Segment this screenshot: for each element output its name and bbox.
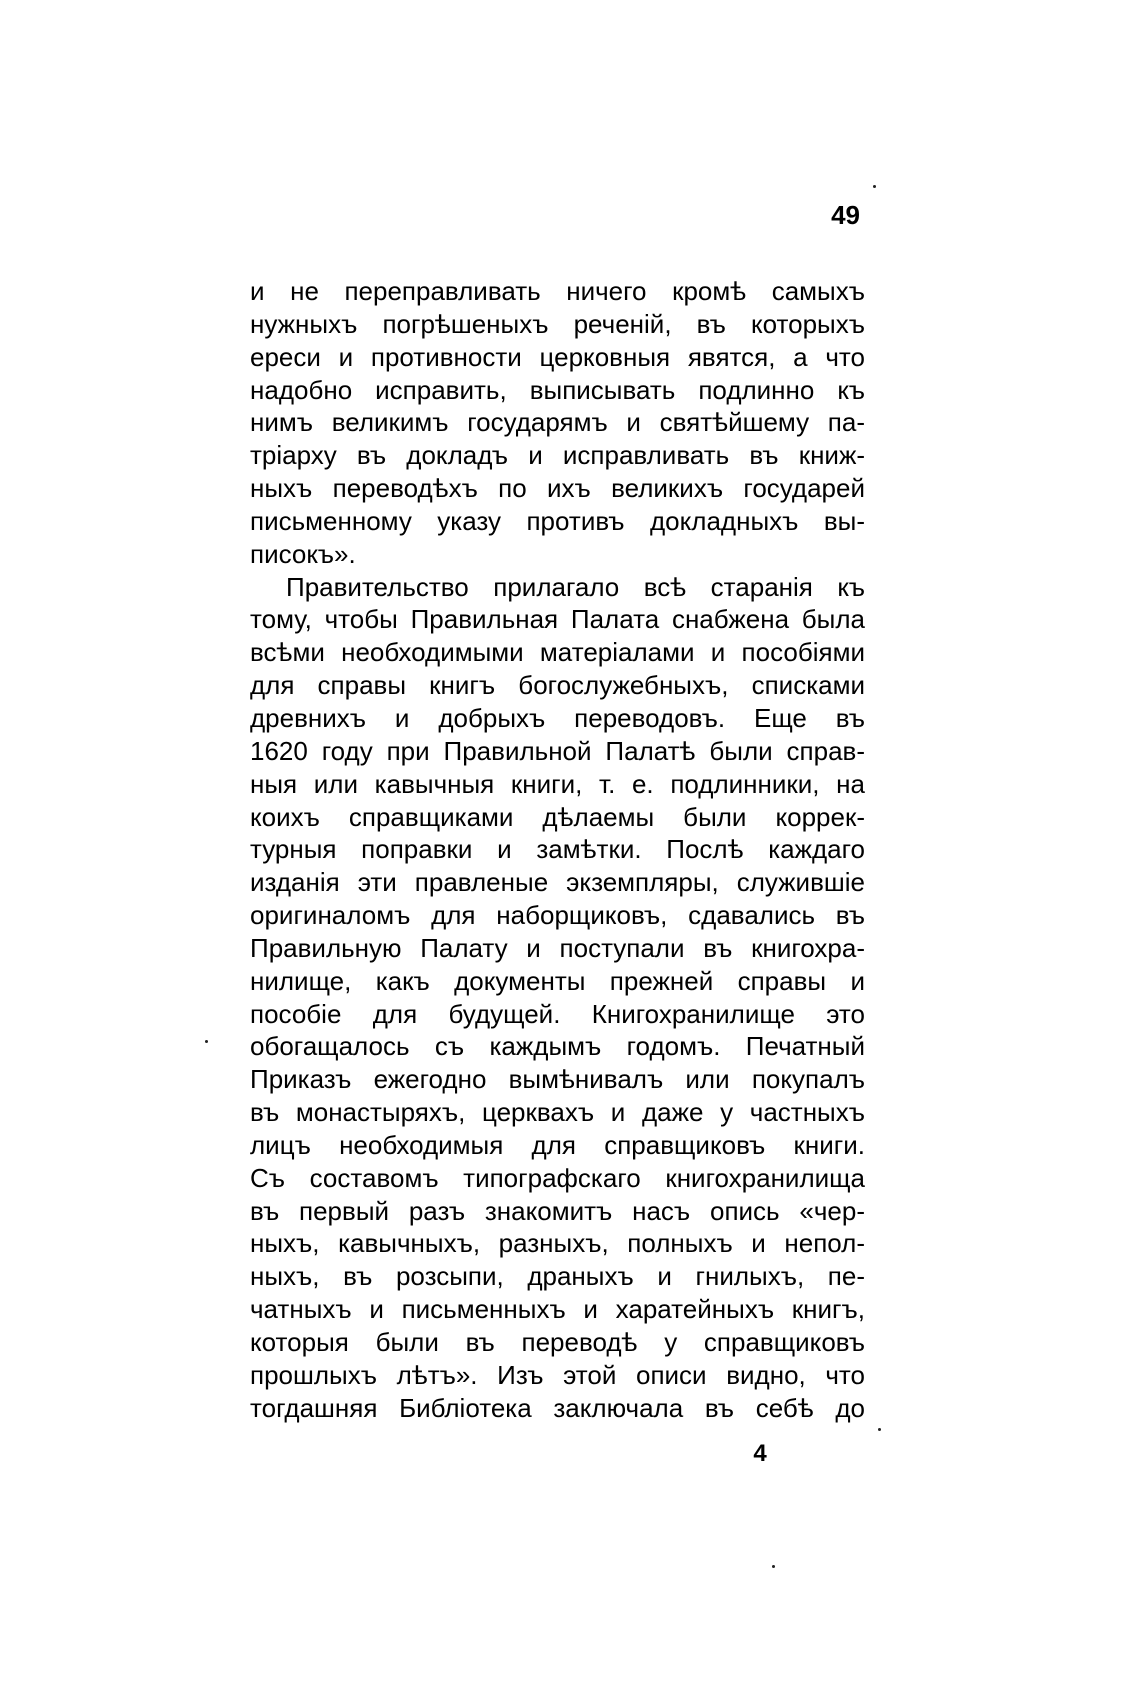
text-line: въ первый разъ знакомитъ насъ опись «чер- xyxy=(250,1195,865,1226)
text-line: тогдашняя Библіотека заключала въ себѣ до xyxy=(250,1392,865,1423)
text-line: въ монастыряхъ, церквахъ и даже у частныхъ xyxy=(250,1097,865,1128)
text-line: всѣми необходимыми матеріалами и пособіями xyxy=(250,637,865,668)
text-line: оригиналомъ для наборщиковъ, сдавались въ xyxy=(250,900,865,931)
text-line: чатныхъ и письменныхъ и харатейныхъ книгъ, xyxy=(250,1294,865,1325)
text-line: обогащалось съ каждымъ годомъ. Печатный xyxy=(250,1031,865,1062)
text-line: ныхъ переводѣхъ по ихъ великихъ государей xyxy=(250,473,865,504)
text-line: Правительство прилагало всѣ старанія къ xyxy=(286,571,865,602)
page-number: 49 xyxy=(831,200,860,230)
text-line: Приказъ ежегодно вымѣнивалъ или покупалъ xyxy=(250,1064,865,1095)
scan-speck xyxy=(772,1565,775,1568)
text-line: коихъ справщиками дѣлаемы были коррек- xyxy=(250,801,865,832)
paragraph-2 xyxy=(250,571,865,1425)
text-line: пособіе для будущей. Книгохранилище это xyxy=(250,998,865,1029)
text-line: Правильную Палату и поступали въ книгохра- xyxy=(250,932,865,963)
paragraph-1 xyxy=(250,275,865,571)
text-line: ныхъ, въ розсыпи, драныхъ и гнилыхъ, пе- xyxy=(250,1261,865,1292)
text-line: письменному указу противъ докладныхъ вы- xyxy=(250,505,865,536)
text-line: древнихъ и добрыхъ переводовъ. Еще въ xyxy=(250,702,865,733)
text-line: нилище, какъ документы прежней справы и xyxy=(250,965,865,996)
text-line: ныхъ, кавычныхъ, разныхъ, полныхъ и непол- xyxy=(250,1228,865,1259)
text-line: надобно исправить, выписывать подлинно къ xyxy=(250,374,865,405)
text-line: турныя поправки и замѣтки. Послѣ каждаго xyxy=(250,834,865,865)
text-line: 1620 году при Правильной Палатѣ были справ- xyxy=(250,735,865,766)
signature-mark: 4 xyxy=(753,1440,767,1467)
scan-speck xyxy=(873,185,876,188)
text-line: и не переправливать ничего кромѣ самыхъ xyxy=(250,276,865,306)
text-line: тріарху въ докладъ и исправливать въ книж- xyxy=(250,440,865,471)
text-line: изданія эти правленые экземпляры, служившіе xyxy=(250,867,865,898)
body-text xyxy=(250,275,865,1425)
scan-speck xyxy=(878,1428,881,1431)
text-line: ереси и противности церковныя явятся, а что xyxy=(250,341,865,372)
scan-speck xyxy=(205,1040,208,1043)
text-line: писокъ». xyxy=(250,538,356,569)
text-line: прошлыхъ лѣтъ». Изъ этой описи видно, что xyxy=(250,1359,865,1390)
text-line: для справы книгъ богослужебныхъ, списками xyxy=(250,670,865,701)
text-line: тому, чтобы Правильная Палата снабжена была xyxy=(250,604,865,635)
text-line: нужныхъ погрѣшеныхъ реченій, въ которыхъ xyxy=(250,308,865,339)
text-line: которыя были въ переводѣ у справщиковъ xyxy=(250,1327,865,1357)
text-line: Съ составомъ типографскаго книгохранилища xyxy=(250,1162,865,1193)
text-line: нимъ великимъ государямъ и святѣйшему па- xyxy=(250,407,865,438)
text-line: ныя или кавычныя книги, т. е. подлинники, на xyxy=(250,768,865,799)
text-line: лицъ необходимыя для справщиковъ книги. xyxy=(250,1129,865,1160)
